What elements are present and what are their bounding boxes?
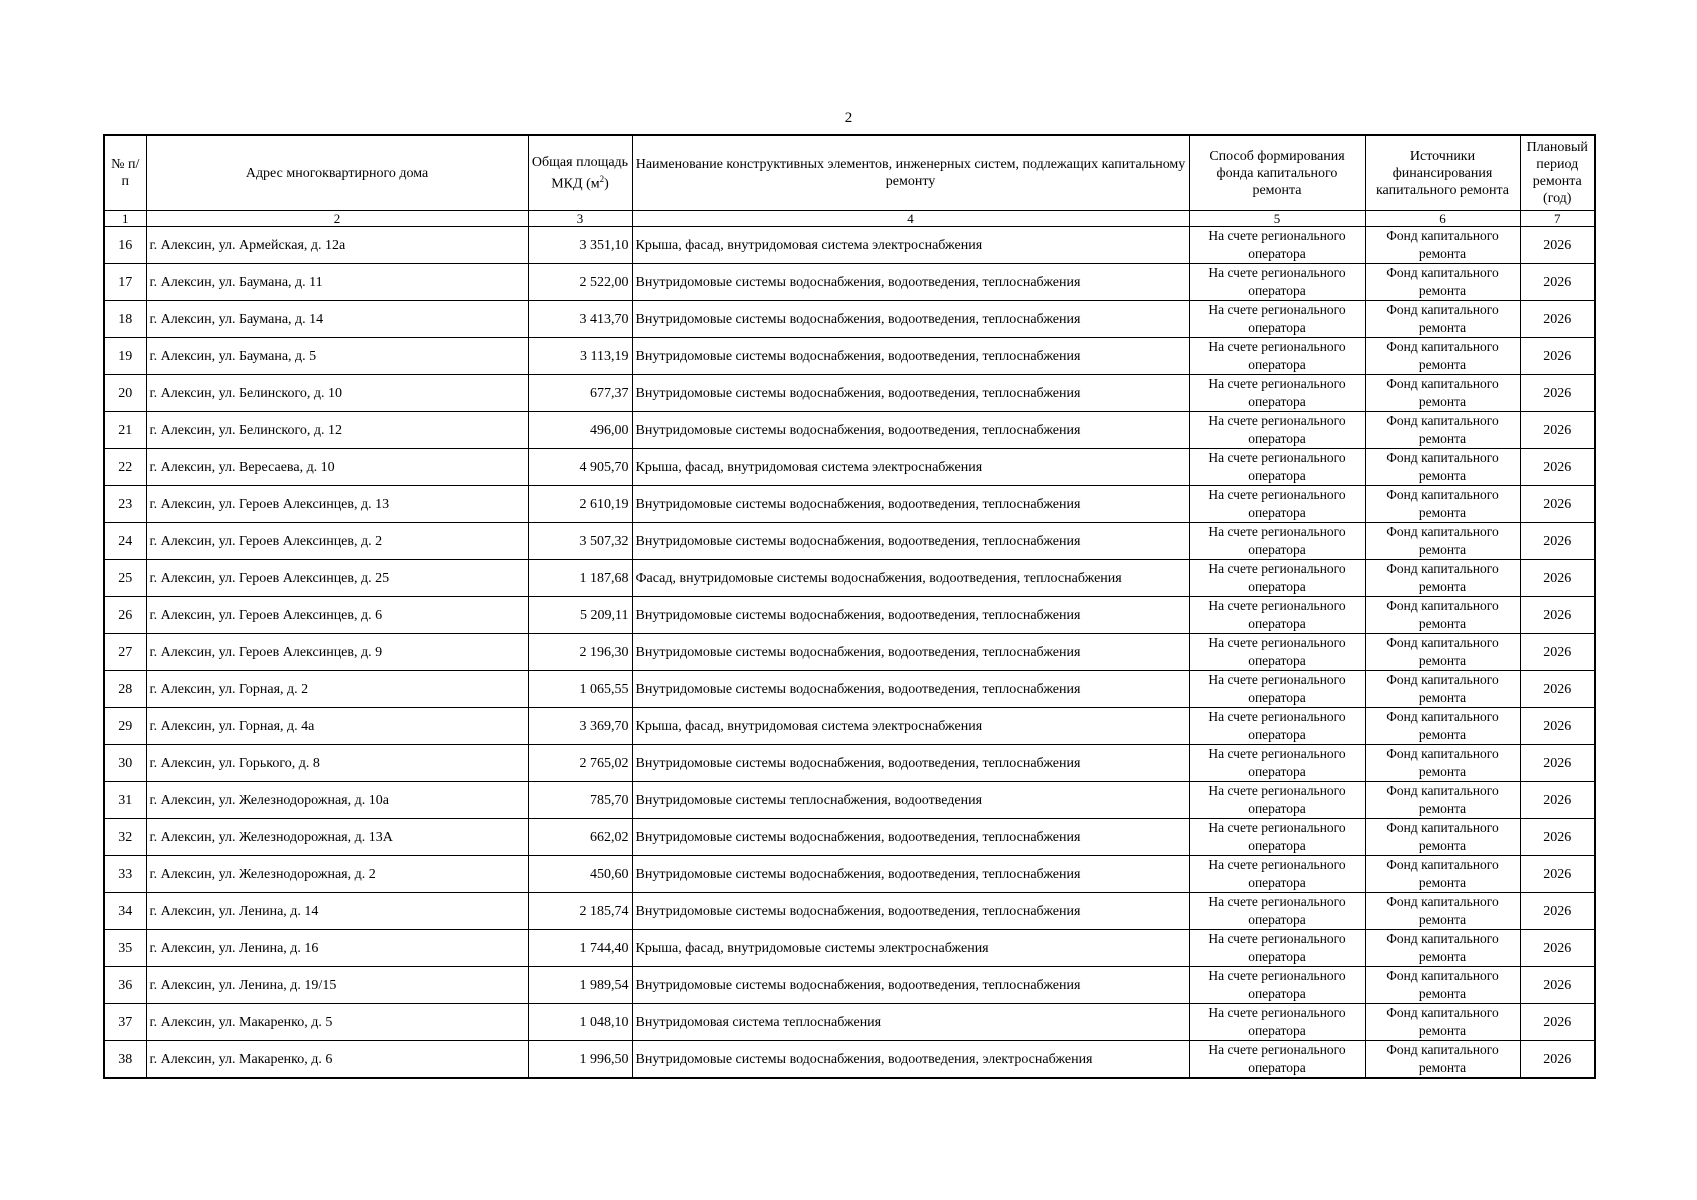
table-row [104,560,1595,597]
source-cell: Фонд капитального ремонта [1365,338,1520,375]
year-cell: 2026 [1520,338,1595,375]
header-works: Наименование конструктивных элементов, инженерных систем, подлежащих капитальному ремонту [632,135,1189,211]
area-cell: 1 744,40 [528,930,632,967]
works-cell: Внутридомовые системы водоснабжения, водоотведения, электроснабжения [632,1041,1189,1079]
source-cell: Фонд капитального ремонта [1365,523,1520,560]
address-cell: г. Алексин, ул. Белинского, д. 12 [146,412,528,449]
works-cell: Внутридомовые системы водоснабжения, водоотведения, теплоснабжения [632,856,1189,893]
column-number: 6 [1365,211,1520,227]
method-cell: На счете регионального оператора [1189,338,1365,375]
year-cell: 2026 [1520,745,1595,782]
area-cell: 3 507,32 [528,523,632,560]
works-cell: Внутридомовая система теплоснабжения [632,1004,1189,1041]
header-address: Адрес многоквартирного дома [146,135,528,211]
address-cell: г. Алексин, ул. Горная, д. 4а [146,708,528,745]
address-cell: г. Алексин, ул. Героев Алексинцев, д. 13 [146,486,528,523]
works-cell: Внутридомовые системы водоснабжения, водоотведения, теплоснабжения [632,375,1189,412]
area-cell: 2 522,00 [528,264,632,301]
address-cell: г. Алексин, ул. Героев Алексинцев, д. 25 [146,560,528,597]
address-cell: г. Алексин, ул. Героев Алексинцев, д. 2 [146,523,528,560]
method-cell: На счете регионального оператора [1189,708,1365,745]
works-cell: Внутридомовые системы теплоснабжения, водоотведения [632,782,1189,819]
row-number: 23 [104,486,146,523]
table-row [104,856,1595,893]
table-row [104,634,1595,671]
area-cell: 496,00 [528,412,632,449]
works-cell: Внутридомовые системы водоснабжения, водоотведения, теплоснабжения [632,967,1189,1004]
table-row [104,671,1595,708]
row-number: 27 [104,634,146,671]
source-cell: Фонд капитального ремонта [1365,856,1520,893]
column-number: 5 [1189,211,1365,227]
method-cell: На счете регионального оператора [1189,301,1365,338]
method-cell: На счете регионального оператора [1189,264,1365,301]
row-number: 30 [104,745,146,782]
header-period: Плановый период ремонта (год) [1520,135,1595,211]
repair-program-table [103,134,1596,1079]
row-number: 29 [104,708,146,745]
header-area-sup: 2 [599,173,605,184]
area-cell: 785,70 [528,782,632,819]
works-cell: Фасад, внутридомовые системы водоснабжения, водоотведения, теплоснабжения [632,560,1189,597]
works-cell: Внутридомовые системы водоснабжения, водоотведения, теплоснабжения [632,671,1189,708]
row-number: 19 [104,338,146,375]
address-cell: г. Алексин, ул. Горького, д. 8 [146,745,528,782]
header-area-close: ) [604,176,609,192]
table-body [104,227,1595,1079]
source-cell: Фонд капитального ремонта [1365,967,1520,1004]
works-cell: Внутридомовые системы водоснабжения, водоотведения, теплоснабжения [632,301,1189,338]
source-cell: Фонд капитального ремонта [1365,412,1520,449]
column-number: 7 [1520,211,1595,227]
header-area [528,135,632,211]
row-number: 37 [104,1004,146,1041]
source-cell: Фонд капитального ремонта [1365,1004,1520,1041]
year-cell: 2026 [1520,227,1595,264]
area-cell: 677,37 [528,375,632,412]
table-row [104,375,1595,412]
address-cell: г. Алексин, ул. Баумана, д. 5 [146,338,528,375]
column-number: 1 [104,211,146,227]
source-cell: Фонд капитального ремонта [1365,486,1520,523]
method-cell: На счете регионального оператора [1189,671,1365,708]
table-row [104,597,1595,634]
method-cell: На счете регионального оператора [1189,930,1365,967]
works-cell: Крыша, фасад, внутридомовая система электроснабжения [632,227,1189,264]
area-cell: 1 065,55 [528,671,632,708]
address-cell: г. Алексин, ул. Вересаева, д. 10 [146,449,528,486]
year-cell: 2026 [1520,1004,1595,1041]
year-cell: 2026 [1520,597,1595,634]
area-cell: 1 989,54 [528,967,632,1004]
address-cell: г. Алексин, ул. Макаренко, д. 6 [146,1041,528,1079]
table-row [104,893,1595,930]
year-cell: 2026 [1520,375,1595,412]
method-cell: На счете регионального оператора [1189,412,1365,449]
works-cell: Крыша, фасад, внутридомовая система электроснабжения [632,708,1189,745]
year-cell: 2026 [1520,671,1595,708]
row-number: 28 [104,671,146,708]
year-cell: 2026 [1520,634,1595,671]
address-cell: г. Алексин, ул. Макаренко, д. 5 [146,1004,528,1041]
method-cell: На счете регионального оператора [1189,523,1365,560]
year-cell: 2026 [1520,412,1595,449]
row-number: 18 [104,301,146,338]
table-row [104,301,1595,338]
column-number: 3 [528,211,632,227]
address-cell: г. Алексин, ул. Горная, д. 2 [146,671,528,708]
table-row [104,412,1595,449]
method-cell: На счете регионального оператора [1189,486,1365,523]
source-cell: Фонд капитального ремонта [1365,449,1520,486]
works-cell: Внутридомовые системы водоснабжения, водоотведения, теплоснабжения [632,412,1189,449]
works-cell: Крыша, фасад, внутридомовая система электроснабжения [632,449,1189,486]
row-number: 16 [104,227,146,264]
method-cell: На счете регионального оператора [1189,967,1365,1004]
method-cell: На счете регионального оператора [1189,856,1365,893]
works-cell: Крыша, фасад, внутридомовые системы электроснабжения [632,930,1189,967]
source-cell: Фонд капитального ремонта [1365,560,1520,597]
year-cell: 2026 [1520,856,1595,893]
works-cell: Внутридомовые системы водоснабжения, водоотведения, теплоснабжения [632,745,1189,782]
address-cell: г. Алексин, ул. Армейская, д. 12а [146,227,528,264]
address-cell: г. Алексин, ул. Железнодорожная, д. 13А [146,819,528,856]
source-cell: Фонд капитального ремонта [1365,264,1520,301]
year-cell: 2026 [1520,967,1595,1004]
source-cell: Фонд капитального ремонта [1365,893,1520,930]
header-source: Источники финансирования капитального ремонта [1365,135,1520,211]
address-cell: г. Алексин, ул. Ленина, д. 14 [146,893,528,930]
works-cell: Внутридомовые системы водоснабжения, водоотведения, теплоснабжения [632,264,1189,301]
method-cell: На счете регионального оператора [1189,449,1365,486]
year-cell: 2026 [1520,486,1595,523]
source-cell: Фонд капитального ремонта [1365,375,1520,412]
row-number: 36 [104,967,146,1004]
area-cell: 5 209,11 [528,597,632,634]
year-cell: 2026 [1520,782,1595,819]
column-number-row [104,211,1595,227]
row-number: 35 [104,930,146,967]
year-cell: 2026 [1520,523,1595,560]
year-cell: 2026 [1520,819,1595,856]
year-cell: 2026 [1520,301,1595,338]
works-cell: Внутридомовые системы водоснабжения, водоотведения, теплоснабжения [632,597,1189,634]
address-cell: г. Алексин, ул. Железнодорожная, д. 10а [146,782,528,819]
row-number: 31 [104,782,146,819]
table-row [104,745,1595,782]
table-row [104,227,1595,264]
address-cell: г. Алексин, ул. Железнодорожная, д. 2 [146,856,528,893]
row-number: 33 [104,856,146,893]
header-num: № п/п [104,135,146,211]
address-cell: г. Алексин, ул. Ленина, д. 19/15 [146,967,528,1004]
source-cell: Фонд капитального ремонта [1365,227,1520,264]
source-cell: Фонд капитального ремонта [1365,634,1520,671]
header-method: Способ формирования фонда капитального ремонта [1189,135,1365,211]
area-cell: 3 413,70 [528,301,632,338]
table-row [104,486,1595,523]
row-number: 34 [104,893,146,930]
row-number: 21 [104,412,146,449]
method-cell: На счете регионального оператора [1189,782,1365,819]
address-cell: г. Алексин, ул. Героев Алексинцев, д. 9 [146,634,528,671]
area-cell: 2 610,19 [528,486,632,523]
row-number: 38 [104,1041,146,1079]
area-cell: 3 351,10 [528,227,632,264]
source-cell: Фонд капитального ремонта [1365,930,1520,967]
year-cell: 2026 [1520,560,1595,597]
method-cell: На счете регионального оператора [1189,745,1365,782]
works-cell: Внутридомовые системы водоснабжения, водоотведения, теплоснабжения [632,893,1189,930]
area-cell: 1 996,50 [528,1041,632,1079]
area-cell: 662,02 [528,819,632,856]
source-cell: Фонд капитального ремонта [1365,597,1520,634]
area-cell: 2 185,74 [528,893,632,930]
row-number: 17 [104,264,146,301]
address-cell: г. Алексин, ул. Героев Алексинцев, д. 6 [146,597,528,634]
source-cell: Фонд капитального ремонта [1365,782,1520,819]
source-cell: Фонд капитального ремонта [1365,708,1520,745]
area-cell: 4 905,70 [528,449,632,486]
area-cell: 1 187,68 [528,560,632,597]
row-number: 26 [104,597,146,634]
method-cell: На счете регионального оператора [1189,1041,1365,1079]
year-cell: 2026 [1520,449,1595,486]
works-cell: Внутридомовые системы водоснабжения, водоотведения, теплоснабжения [632,819,1189,856]
works-cell: Внутридомовые системы водоснабжения, водоотведения, теплоснабжения [632,486,1189,523]
source-cell: Фонд капитального ремонта [1365,1041,1520,1079]
method-cell: На счете регионального оператора [1189,375,1365,412]
works-cell: Внутридомовые системы водоснабжения, водоотведения, теплоснабжения [632,523,1189,560]
method-cell: На счете регионального оператора [1189,560,1365,597]
works-cell: Внутридомовые системы водоснабжения, водоотведения, теплоснабжения [632,338,1189,375]
method-cell: На счете регионального оператора [1189,597,1365,634]
year-cell: 2026 [1520,708,1595,745]
table-row [104,449,1595,486]
year-cell: 2026 [1520,264,1595,301]
area-cell: 1 048,10 [528,1004,632,1041]
table-row [104,967,1595,1004]
method-cell: На счете регионального оператора [1189,1004,1365,1041]
method-cell: На счете регионального оператора [1189,227,1365,264]
page-number: 2 [844,110,853,126]
table-header-row [104,135,1595,211]
area-cell: 2 765,02 [528,745,632,782]
works-cell: Внутридомовые системы водоснабжения, водоотведения, теплоснабжения [632,634,1189,671]
table-row [104,1004,1595,1041]
method-cell: На счете регионального оператора [1189,893,1365,930]
source-cell: Фонд капитального ремонта [1365,745,1520,782]
table-row [104,523,1595,560]
source-cell: Фонд капитального ремонта [1365,671,1520,708]
row-number: 22 [104,449,146,486]
row-number: 32 [104,819,146,856]
table-row [104,708,1595,745]
table-row [104,338,1595,375]
column-number: 2 [146,211,528,227]
method-cell: На счете регионального оператора [1189,634,1365,671]
address-cell: г. Алексин, ул. Ленина, д. 16 [146,930,528,967]
table-row [104,264,1595,301]
table-row [104,1041,1595,1079]
year-cell: 2026 [1520,1041,1595,1079]
table-row [104,819,1595,856]
column-number: 4 [632,211,1189,227]
source-cell: Фонд капитального ремонта [1365,301,1520,338]
area-cell: 450,60 [528,856,632,893]
row-number: 20 [104,375,146,412]
year-cell: 2026 [1520,893,1595,930]
area-cell: 2 196,30 [528,634,632,671]
method-cell: На счете регионального оператора [1189,819,1365,856]
address-cell: г. Алексин, ул. Белинского, д. 10 [146,375,528,412]
area-cell: 3 113,19 [528,338,632,375]
source-cell: Фонд капитального ремонта [1365,819,1520,856]
row-number: 24 [104,523,146,560]
area-cell: 3 369,70 [528,708,632,745]
year-cell: 2026 [1520,930,1595,967]
header-area-text: Общая площадь МКД (м [531,154,629,192]
address-cell: г. Алексин, ул. Баумана, д. 14 [146,301,528,338]
row-number: 25 [104,560,146,597]
table-row [104,782,1595,819]
table-row [104,930,1595,967]
address-cell: г. Алексин, ул. Баумана, д. 11 [146,264,528,301]
